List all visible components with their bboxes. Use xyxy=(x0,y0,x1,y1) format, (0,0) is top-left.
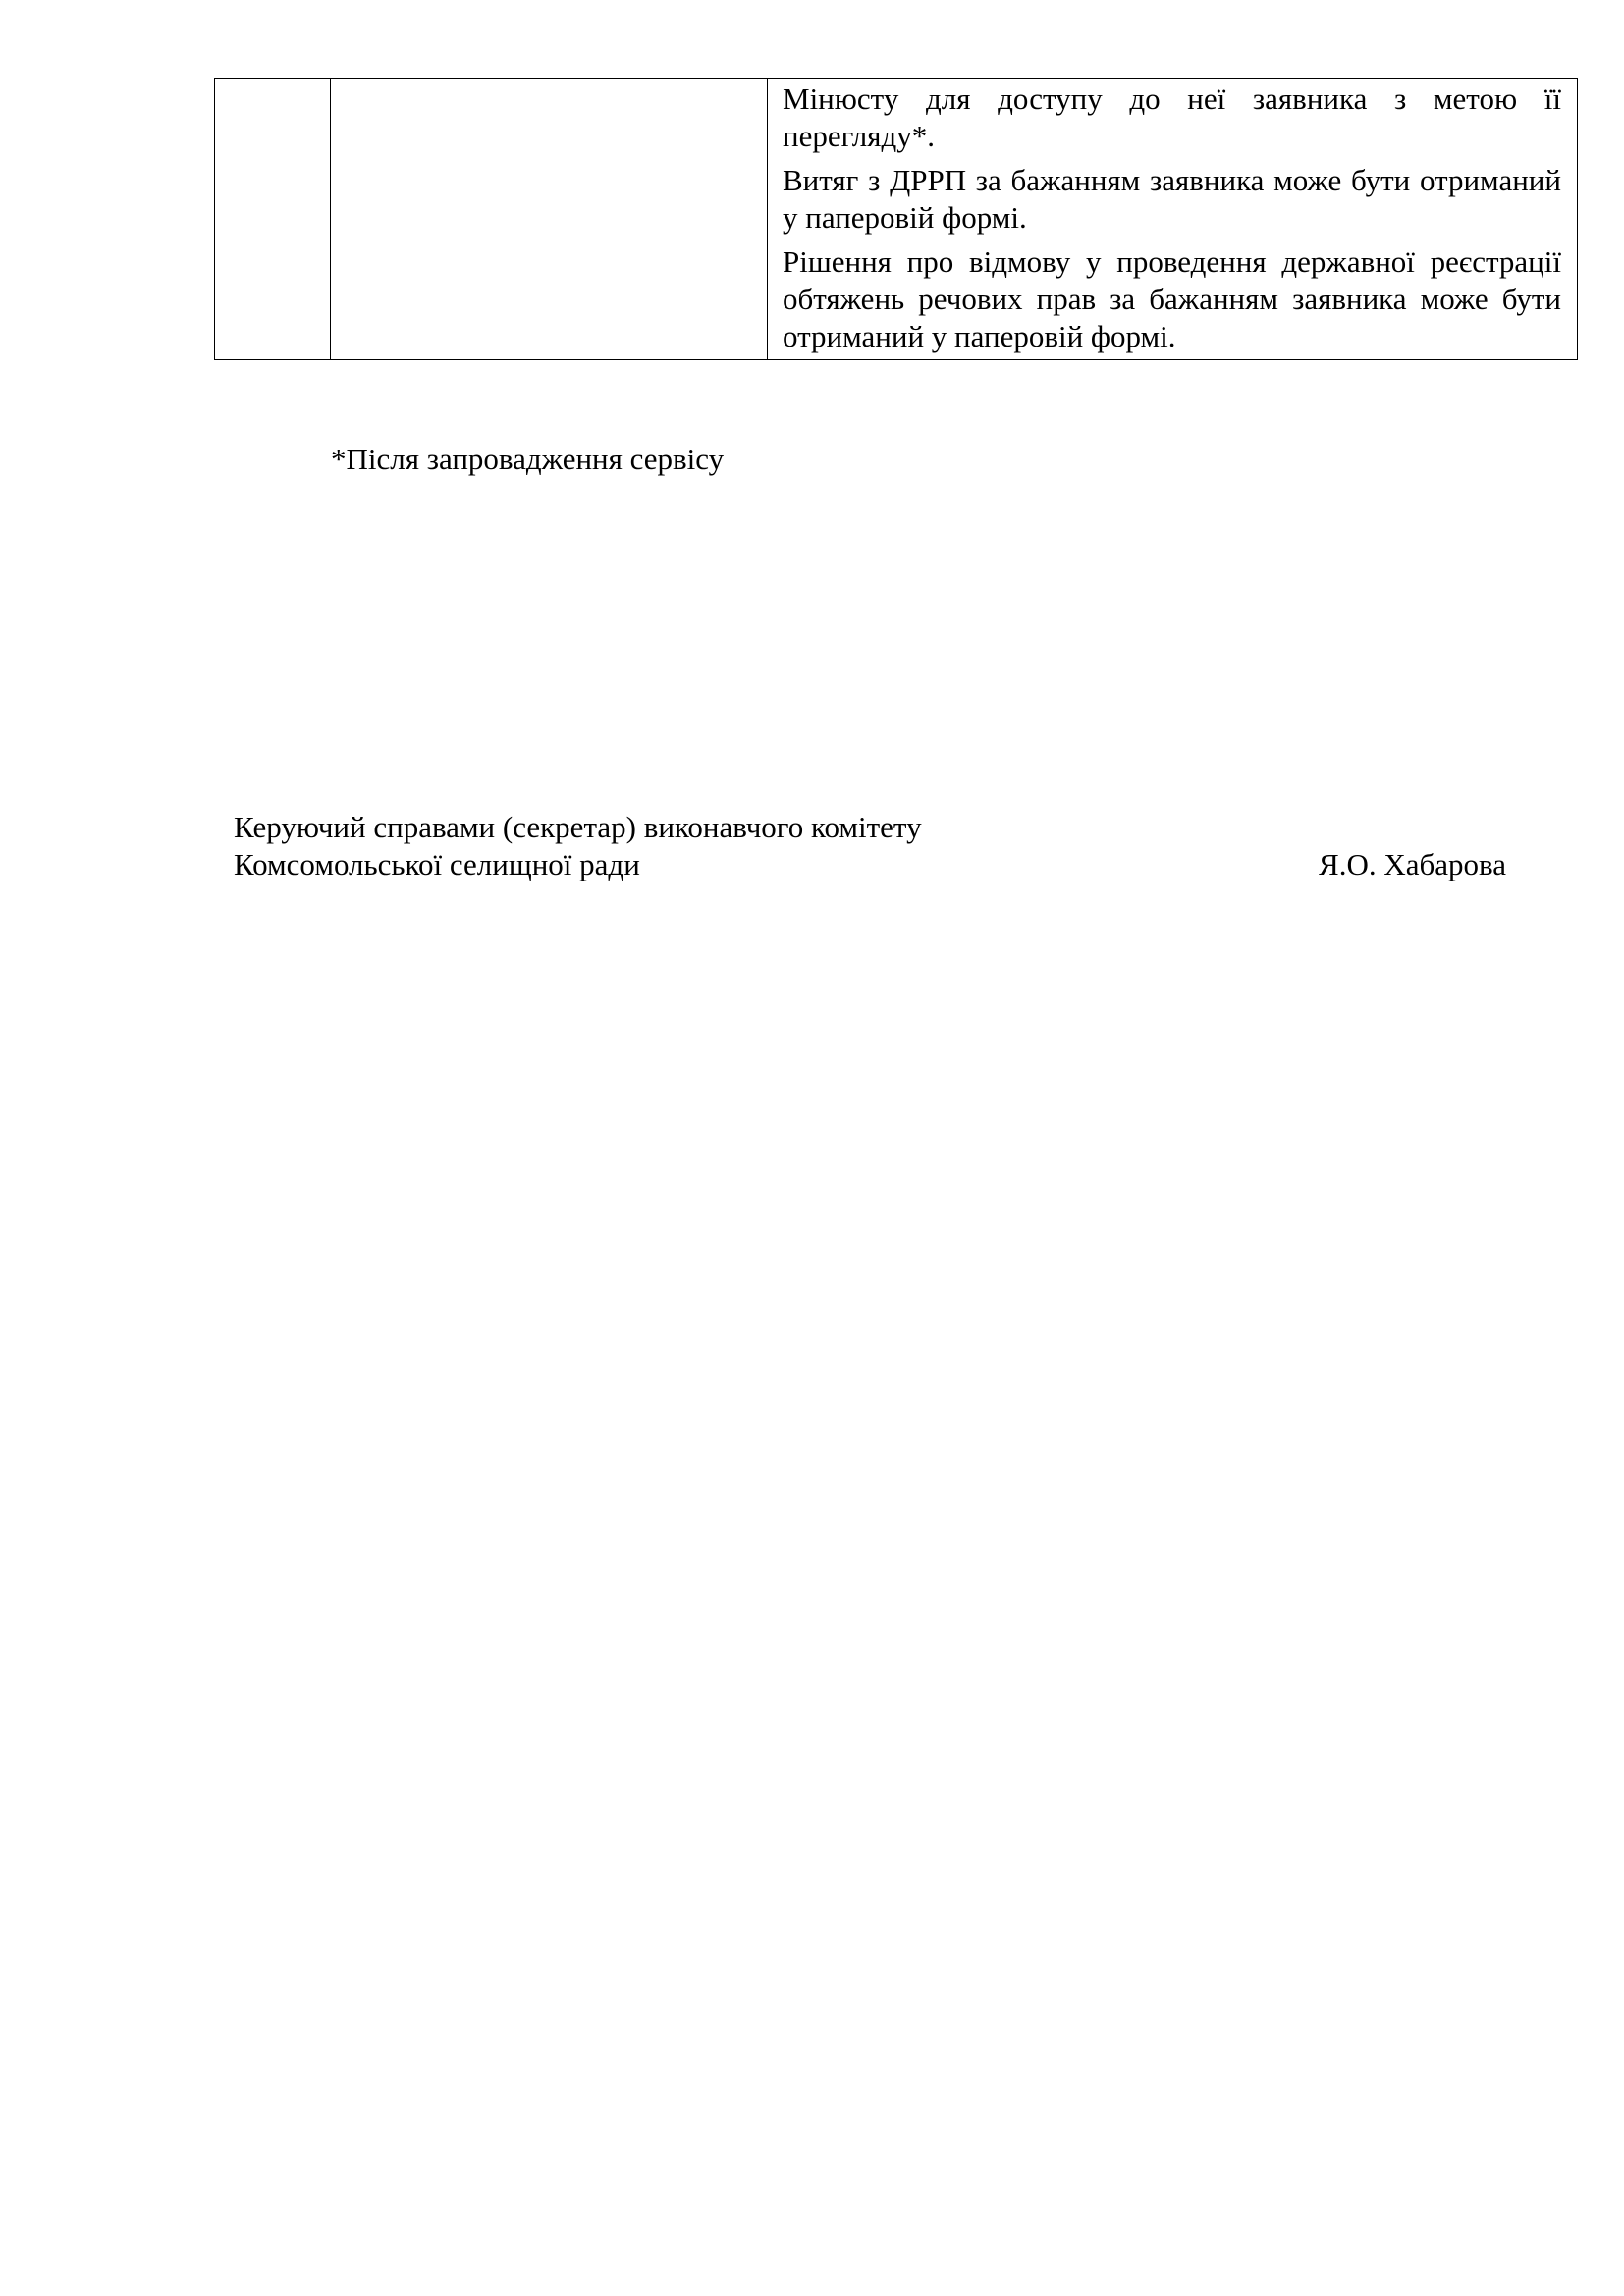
signatory-name: Я.О. Хабарова xyxy=(1319,847,1506,881)
cell-description-content xyxy=(768,79,1577,359)
signature-row xyxy=(234,846,1506,883)
signature-block xyxy=(234,809,1506,883)
footnote-text: *Після запровадження сервісу xyxy=(331,442,725,476)
table-row xyxy=(215,79,1578,360)
table-cell-service-stage xyxy=(331,79,768,360)
description-paragraph: Рішення про відмову у проведення державної реєстрації обтяжень речових прав за бажанням заявника може бути отриманий у паперовій формі. xyxy=(783,244,1561,353)
table-cell-description xyxy=(768,79,1578,360)
description-paragraph: Витяг з ДРРП за бажанням заявника може бути отриманий у паперовій формі. xyxy=(783,163,1561,235)
service-info-table xyxy=(214,78,1578,360)
table-cell-number xyxy=(215,79,331,360)
signatory-position-line-1: Керуючий справами (секретар) виконавчого комітету xyxy=(234,810,922,844)
signatory-position-line-2: Комсомольської селищної ради xyxy=(234,847,640,881)
description-paragraph: Мінюсту для доступу до неї заявника з метою її перегляду*. xyxy=(783,81,1561,153)
